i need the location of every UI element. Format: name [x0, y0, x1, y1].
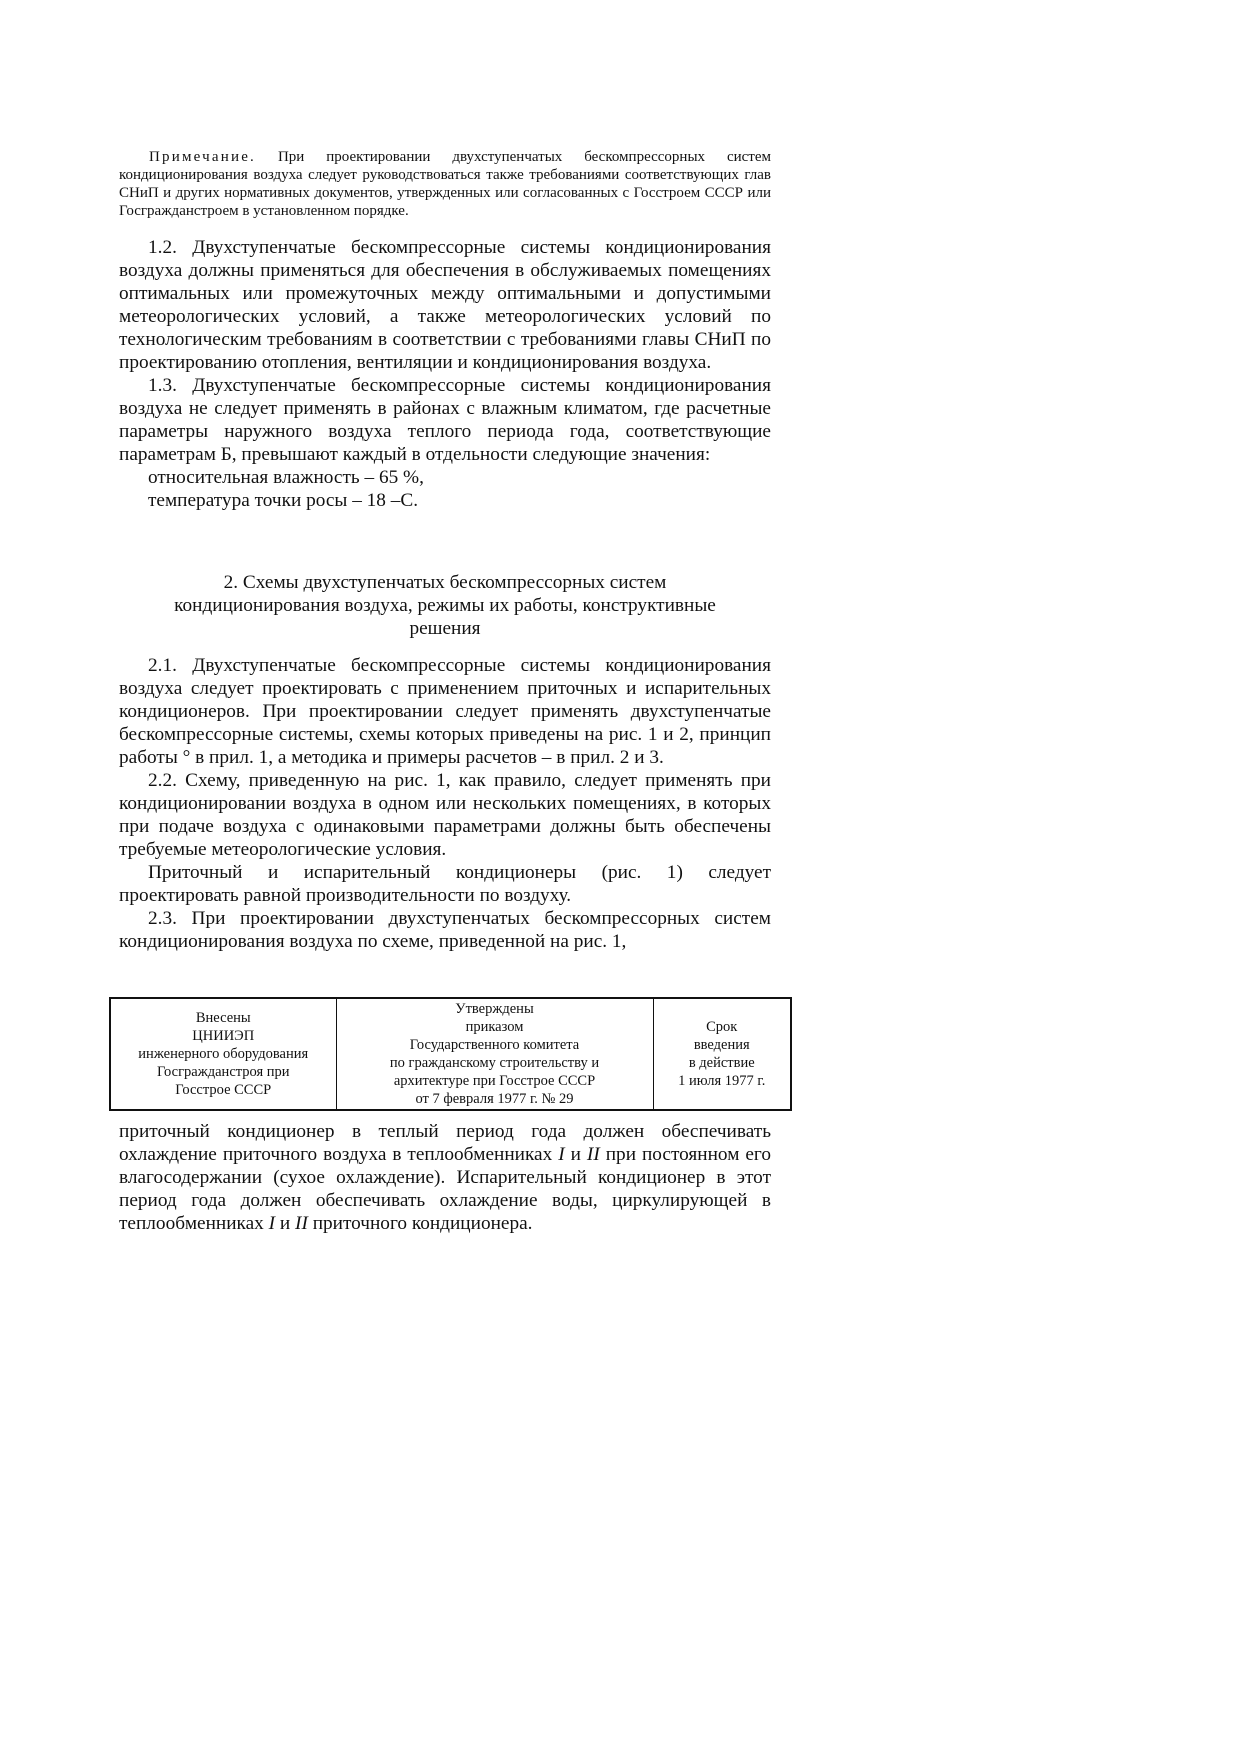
conjunction: и — [275, 1213, 296, 1234]
cell-line: инженерного оборудования — [138, 1046, 309, 1062]
conjunction: и — [564, 1144, 587, 1165]
cell-line: Госстрое СССР — [175, 1082, 272, 1098]
cell-line: 1 июля 1977 г. — [678, 1073, 766, 1089]
cell-line: введения — [693, 1037, 750, 1053]
exchanger-label-2: II — [586, 1144, 600, 1165]
heading-line-3: решения — [409, 618, 481, 639]
note-paragraph — [119, 148, 771, 220]
heading-line-1: 2. Схемы двухступенчатых бескомпрессорных систем — [223, 572, 667, 593]
introduced-by-cell — [110, 998, 336, 1110]
note-text: При проектировании двухступенчатых бескомпрессорных систем кондиционирования воздуха следует руководствоваться также требованиями соответствующих глав СНиП и других нормативных документов, утвержденных или согласованных с Госстроем СССР или Госгражданстроем в установленном порядке. — [119, 149, 772, 219]
paragraph-2-2: 2.2. Схему, приведенную на рис. 1, как правило, следует применять при кондиционировании воздуха в одном или нескольких помещениях, в которых при подаче воздуха с одинаковыми параметрами должны быть обеспечены требуемые метеорологические условия. — [119, 770, 771, 860]
heading-line-2: кондиционирования воздуха, режимы их работы, конструктивные — [174, 595, 716, 616]
cell-line: в действие — [688, 1055, 755, 1071]
exchanger-label-1: I — [558, 1144, 565, 1165]
paragraph-2-1: 2.1. Двухступенчатые бескомпрессорные системы кондиционирования воздуха следует проектировать с применением приточных и испарительных кондиционеров. При проектировании следует применять двухступенчатые бескомпрессорные системы, схемы которых приведены на рис. 1 и 2, принцип работы ° в прил. 1, а методика и примеры расчетов – в прил. 2 и 3. — [119, 655, 771, 768]
continuation-paragraph — [119, 1120, 771, 1235]
cell-line: Госгражданстроя при — [156, 1064, 290, 1080]
exchanger-label-4: II — [295, 1213, 308, 1234]
continuation-text-2: при постоянном его влагосодержании (сухое охлаждение). Испарительный кондиционер в этот период года должен обеспечивать охлаждение воды, циркулирующей в теплообменниках — [119, 1144, 771, 1234]
approval-table-wrapper — [109, 997, 790, 1111]
approval-table — [109, 997, 792, 1111]
paragraph-2-3: 2.3. При проектировании двухступенчатых бескомпрессорных систем кондиционирования воздуха по схеме, приведенной на рис. 1, — [119, 908, 771, 952]
paragraph-1-2: 1.2. Двухступенчатые бескомпрессорные системы кондиционирования воздуха должны применяться для обеспечения в обслуживаемых помещениях оптимальных или промежуточных между оптимальными и допустимыми метеорологических условий, а также метеорологических условий по технологическим требованиям в соответствии с требованиями главы СНиП по проектированию отопления, вентиляции и кондиционирования воздуха. — [119, 237, 771, 373]
continuation-body — [119, 1120, 771, 1235]
cell-line: архитектуре при Госстрое СССР — [393, 1073, 596, 1089]
cell-line: Государственного комитета — [409, 1037, 580, 1053]
section-1-body — [119, 236, 771, 512]
section-2-body — [119, 654, 771, 953]
note-label: Примечание. — [149, 149, 257, 165]
section-2-heading — [119, 571, 771, 640]
approved-by-cell — [336, 998, 653, 1110]
paragraph-2-2-continued: Приточный и испарительный кондиционеры (рис. 1) следует проектировать равной производительности по воздуху. — [119, 862, 771, 906]
cell-line: Утверждены — [455, 1001, 534, 1017]
humidity-value: относительная влажность – 65 %, — [148, 467, 424, 488]
cell-line: приказом — [465, 1019, 524, 1035]
cell-line: по гражданскому строительству и — [389, 1055, 600, 1071]
effective-date-cell — [653, 998, 791, 1110]
dewpoint-value: температура точки росы – 18 –С. — [148, 490, 419, 511]
paragraph-1-3: 1.3. Двухступенчатые бескомпрессорные системы кондиционирования воздуха не следует применять в районах с влажным климатом, где расчетные параметры наружного воздуха теплого периода года, соответствующие параметрам Б, превышают каждый в отдельности следующие значения: — [119, 375, 771, 465]
cell-line: Внесены — [195, 1010, 251, 1026]
exchanger-label-3: I — [268, 1213, 276, 1234]
cell-line: Срок — [706, 1019, 738, 1035]
cell-line: ЦНИИЭП — [192, 1028, 255, 1044]
table-row — [110, 998, 791, 1110]
continuation-text-3: приточного кондиционера. — [307, 1213, 533, 1234]
note-block — [119, 148, 771, 220]
cell-line: от 7 февраля 1977 г. № 29 — [415, 1091, 574, 1107]
continuation-text-1: приточный кондиционер в теплый период года должен обеспечивать охлаждение приточного воздуха в теплообменниках — [119, 1121, 771, 1165]
